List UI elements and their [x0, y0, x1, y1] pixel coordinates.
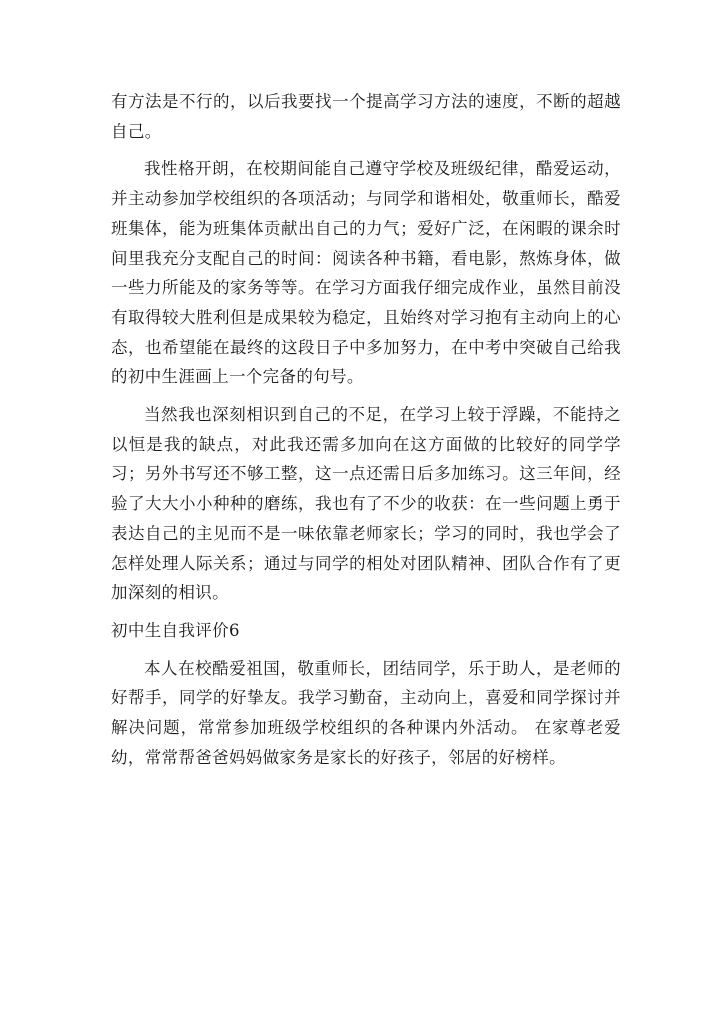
document-body [111, 87, 621, 772]
paragraph-shortcomings: 当然我也深刻相识到自己的不足，在学习上较于浮躁，不能持之以恒是我的缺点，对此我还需多加向在这方面做的比较好的同学学习；另外书写还不够工整，这一点还需日后多加练习。这三年间，经验了大大小小种种的磨练，我也有了不少的收获：在一些问题上勇于表达自己的主见而不是一味依靠老师家长；学习的同时，我也学会了怎样处理人际关系；通过与同学的相处对团队精神、团队合作有了更加深刻的相识。 [111, 405, 621, 603]
paragraph-self-evaluation: 本人在校酷爱祖国，敬重师长，团结同学，乐于助人，是老师的好帮手，同学的好挚友。我学习勤奋，主动向上，喜爱和同学探讨并解决问题，常常参加班级学校组织的各种课内外活动。 在家尊老爱幼，常常帮爸爸妈妈做家务是家长的好孩子，邻居的好榜样。 [111, 658, 621, 767]
paragraph-personality: 我性格开朗，在校期间能自己遵守学校及班级纪律，酷爱运动，并主动参加学校组织的各项活动；与同学和谐相处，敬重师长，酷爱班集体，能为班集体贡献出自己的力气；爱好广泛，在闲暇的课余时间里我充分支配自己的时间：阅读各种书籍，看电影，熬炼身体，做一些力所能及的家务等等。在学习方面我仔细完成作业，虽然目前没有取得较大胜利但是成果较为稳定，且始终对学习抱有主动向上的心态，也希望能在最终的这段日子中多加努力，在中考中突破自己给我的初中生涯画上一个完备的句号。 [111, 159, 621, 387]
paragraph-continuation: 有方法是不行的，以后我要找一个提高学习方法的速度，不断的超越自己。 [111, 92, 621, 141]
section-heading: 初中生自我评价6 [111, 620, 240, 640]
